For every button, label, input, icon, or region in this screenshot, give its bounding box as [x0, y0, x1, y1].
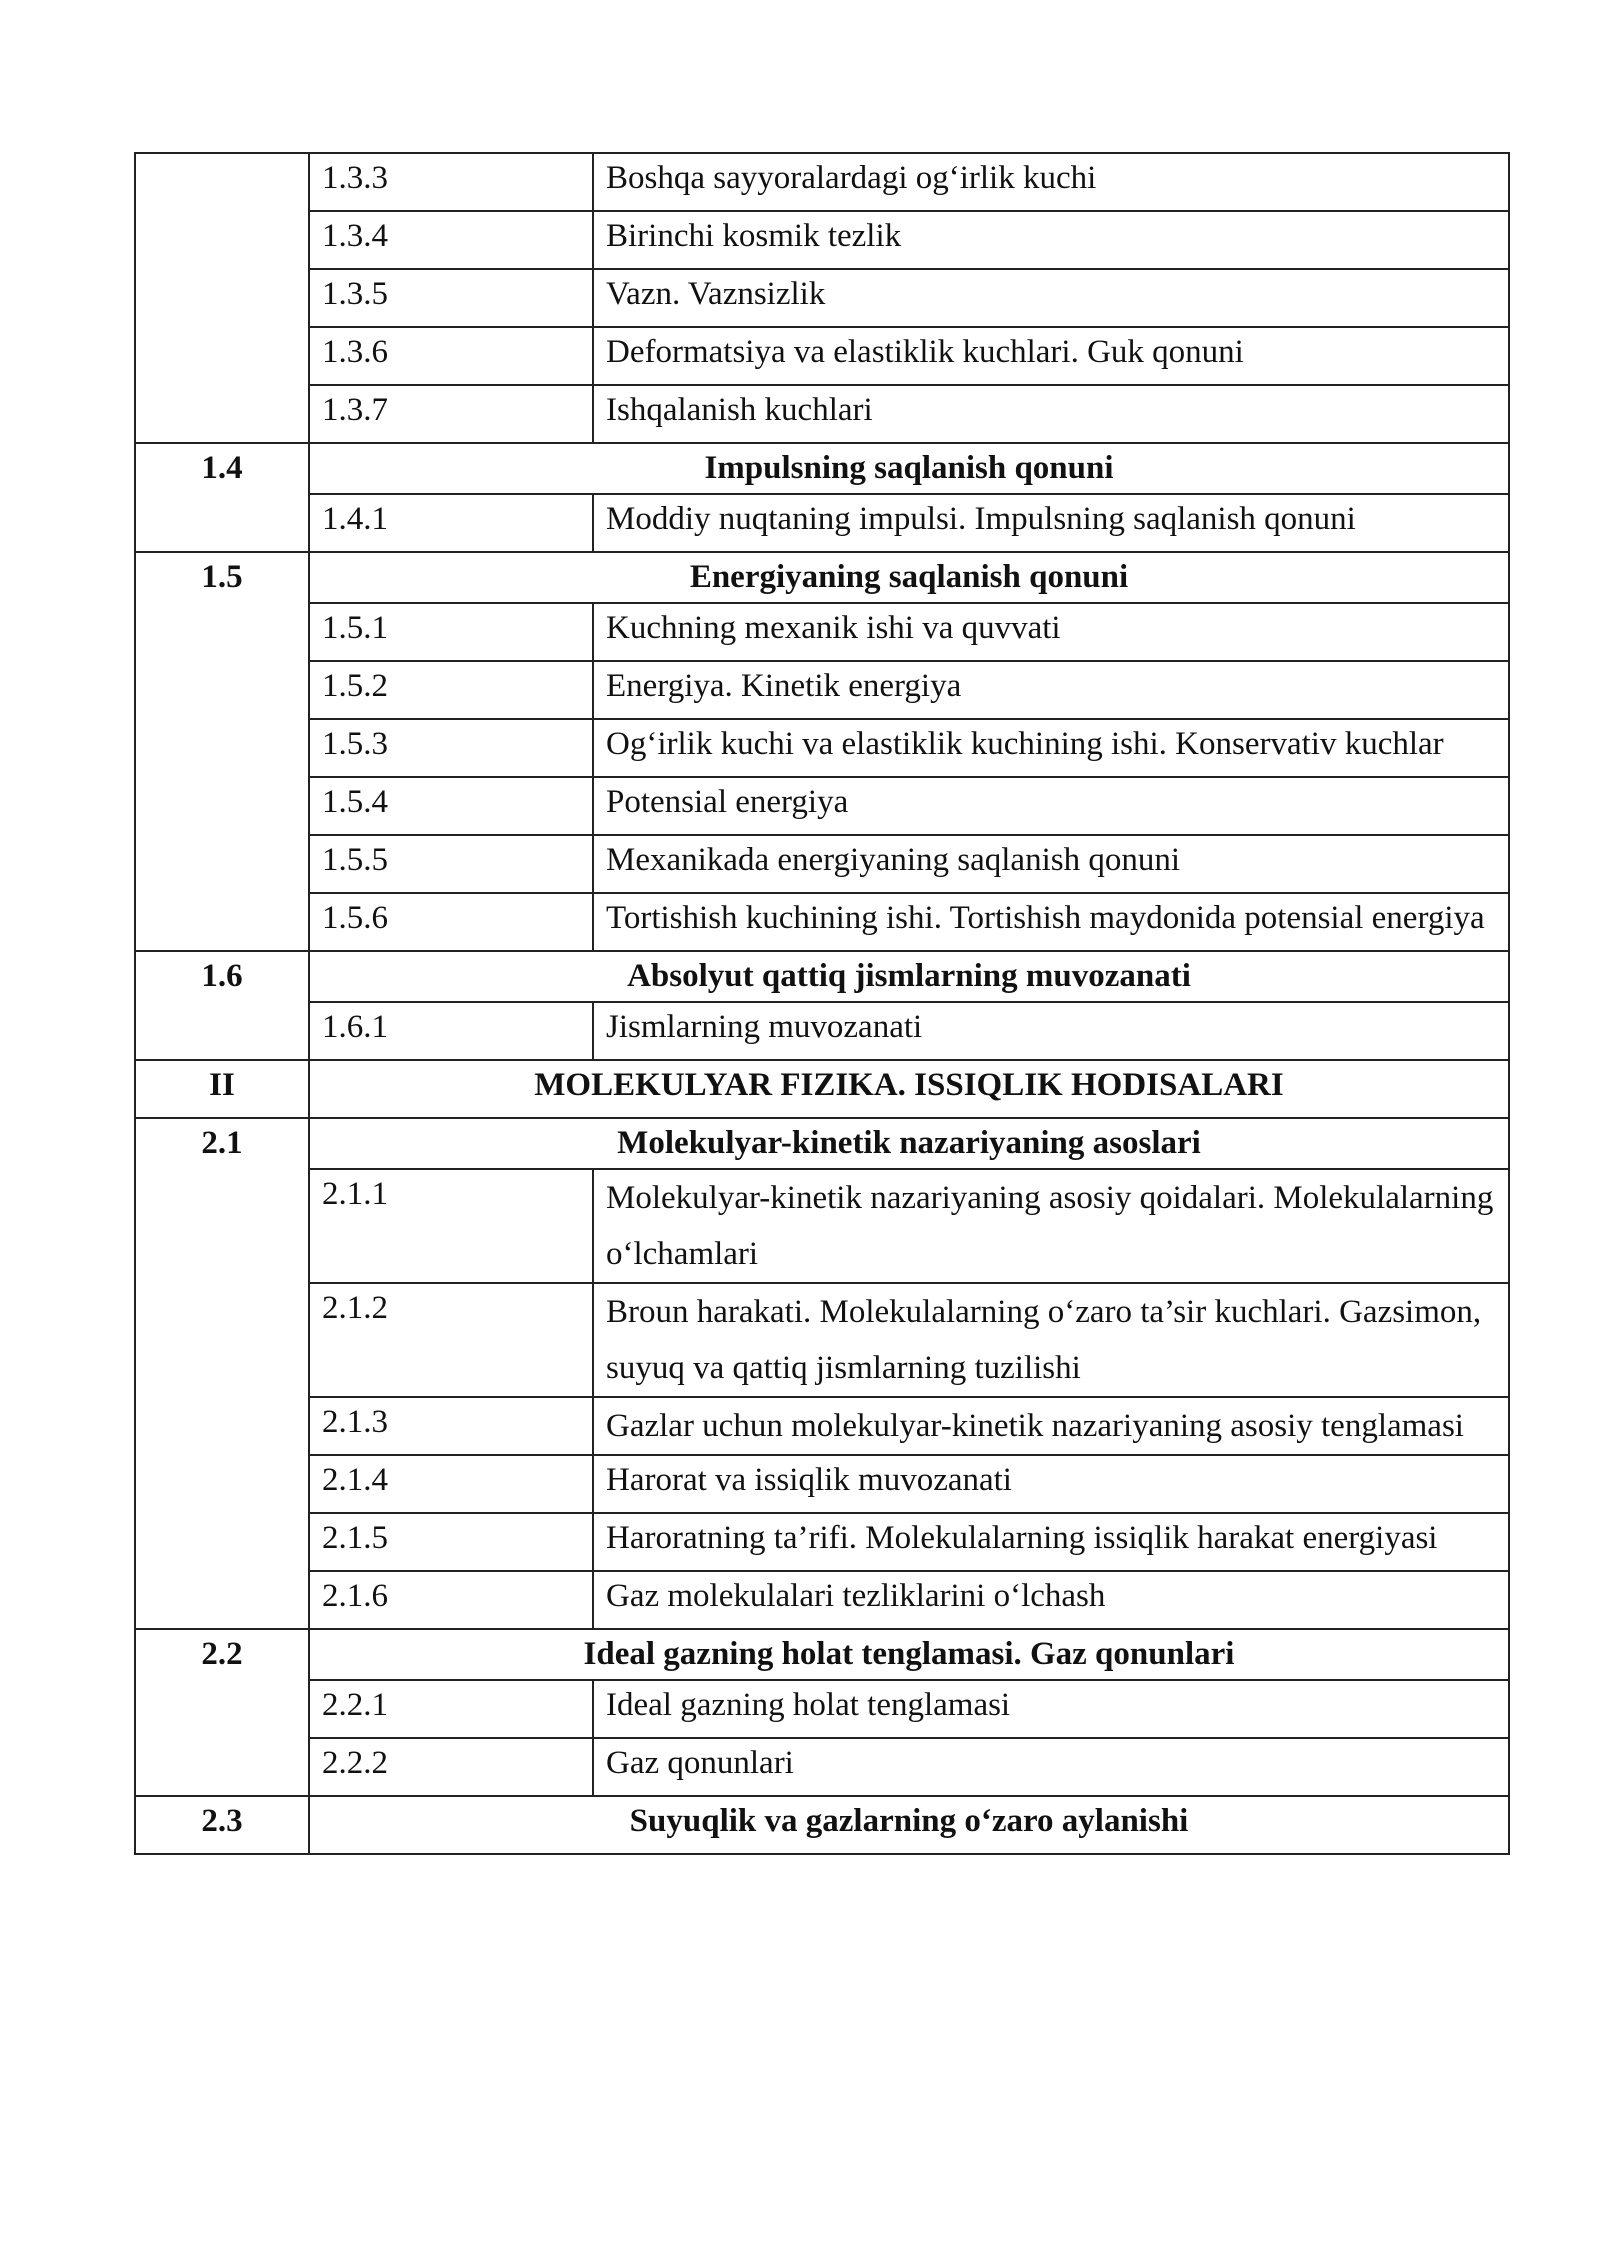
topic-title: Ishqalanish kuchlari — [593, 385, 1509, 443]
table-row — [135, 1680, 1509, 1738]
topic-title: Energiya. Kinetik energiya — [593, 661, 1509, 719]
topic-title: Potensial energiya — [593, 777, 1509, 835]
table-row — [135, 1738, 1509, 1796]
topic-number: 1.5.3 — [309, 719, 593, 777]
section-row — [135, 951, 1509, 1002]
section-row — [135, 443, 1509, 494]
table-row — [135, 1002, 1509, 1060]
topic-title: Birinchi kosmik tezlik — [593, 211, 1509, 269]
chapter-row — [135, 1060, 1509, 1118]
chapter-title: MOLEKULYAR FIZIKA. ISSIQLIK HODISALARI — [309, 1060, 1509, 1118]
topic-number: 2.1.1 — [309, 1169, 593, 1283]
topic-title: Deformatsiya va elastiklik kuchlari. Guk qonuni — [593, 327, 1509, 385]
table-row — [135, 1455, 1509, 1513]
topic-number: 1.5.1 — [309, 603, 593, 661]
table-row — [135, 1283, 1509, 1397]
table-row — [135, 719, 1509, 777]
topic-title: Tortishish kuchining ishi. Tortishish maydonida potensial energiya — [593, 893, 1509, 951]
topic-title: Vazn. Vaznsizlik — [593, 269, 1509, 327]
table-row — [135, 893, 1509, 951]
topic-title: Kuchning mexanik ishi va quvvati — [593, 603, 1509, 661]
table-row — [135, 1397, 1509, 1455]
topic-number: 1.5.4 — [309, 777, 593, 835]
table-row — [135, 153, 1509, 211]
table-row — [135, 211, 1509, 269]
section-row — [135, 552, 1509, 603]
topic-title: Jismlarning muvozanati — [593, 1002, 1509, 1060]
topic-number: 1.3.3 — [309, 153, 593, 211]
topic-title: Harorat va issiqlik muvozanati — [593, 1455, 1509, 1513]
section-row — [135, 1629, 1509, 1680]
topic-title: Gaz molekulalari tezliklarini o‘lchash — [593, 1571, 1509, 1629]
table-row — [135, 777, 1509, 835]
topic-title: Ideal gazning holat tenglamasi — [593, 1680, 1509, 1738]
section-number-cell — [135, 153, 309, 443]
topic-number: 1.3.4 — [309, 211, 593, 269]
topic-number: 1.3.7 — [309, 385, 593, 443]
topic-number: 1.5.2 — [309, 661, 593, 719]
section-row — [135, 1118, 1509, 1169]
section-title: Molekulyar-kinetik nazariyaning asoslari — [309, 1118, 1509, 1169]
topic-title: Gazlar uchun molekulyar-kinetik nazariyaning asosiy tenglamasi — [593, 1397, 1509, 1455]
topic-title: Broun harakati. Molekulalarning o‘zaro ta’sir kuchlari. Gazsimon, suyuq va qattiq jismlarning tuzilishi — [593, 1283, 1509, 1397]
topic-title: Molekulyar-kinetik nazariyaning asosiy qoidalari. Molekulalarning o‘lchamlari — [593, 1169, 1509, 1283]
section-title: Energiyaning saqlanish qonuni — [309, 552, 1509, 603]
topic-number: 2.1.4 — [309, 1455, 593, 1513]
section-row — [135, 1796, 1509, 1854]
section-title: Impulsning saqlanish qonuni — [309, 443, 1509, 494]
topic-number: 1.5.6 — [309, 893, 593, 951]
table-row — [135, 603, 1509, 661]
topic-number: 2.1.6 — [309, 1571, 593, 1629]
table-row — [135, 494, 1509, 552]
chapter-number: II — [135, 1060, 309, 1118]
table-row — [135, 1571, 1509, 1629]
topic-number: 2.2.2 — [309, 1738, 593, 1796]
topic-number: 1.3.6 — [309, 327, 593, 385]
table-row — [135, 1169, 1509, 1283]
topic-number: 2.2.1 — [309, 1680, 593, 1738]
topic-number: 1.3.5 — [309, 269, 593, 327]
topic-number: 1.5.5 — [309, 835, 593, 893]
section-number: 2.3 — [135, 1796, 309, 1854]
section-number: 2.2 — [135, 1629, 309, 1796]
topic-number: 1.4.1 — [309, 494, 593, 552]
table-row — [135, 1513, 1509, 1571]
section-title: Absolyut qattiq jismlarning muvozanati — [309, 951, 1509, 1002]
table-row — [135, 327, 1509, 385]
table-row — [135, 835, 1509, 893]
topic-title: Haroratning ta’rifi. Molekulalarning issiqlik harakat energiyasi — [593, 1513, 1509, 1571]
section-number: 1.5 — [135, 552, 309, 951]
section-title: Suyuqlik va gazlarning o‘zaro aylanishi — [309, 1796, 1509, 1854]
curriculum-table — [134, 152, 1510, 1855]
topic-title: Moddiy nuqtaning impulsi. Impulsning saqlanish qonuni — [593, 494, 1509, 552]
topic-number: 1.6.1 — [309, 1002, 593, 1060]
table-row — [135, 661, 1509, 719]
topic-number: 2.1.5 — [309, 1513, 593, 1571]
table-row — [135, 269, 1509, 327]
topic-title: Gaz qonunlari — [593, 1738, 1509, 1796]
topic-title: Boshqa sayyoralardagi og‘irlik kuchi — [593, 153, 1509, 211]
section-number: 1.4 — [135, 443, 309, 552]
topic-number: 2.1.2 — [309, 1283, 593, 1397]
section-title: Ideal gazning holat tenglamasi. Gaz qonunlari — [309, 1629, 1509, 1680]
topic-title: Mexanikada energiyaning saqlanish qonuni — [593, 835, 1509, 893]
table-row — [135, 385, 1509, 443]
topic-number: 2.1.3 — [309, 1397, 593, 1455]
section-number: 2.1 — [135, 1118, 309, 1629]
topic-title: Og‘irlik kuchi va elastiklik kuchining ishi. Konservativ kuchlar — [593, 719, 1509, 777]
section-number: 1.6 — [135, 951, 309, 1060]
